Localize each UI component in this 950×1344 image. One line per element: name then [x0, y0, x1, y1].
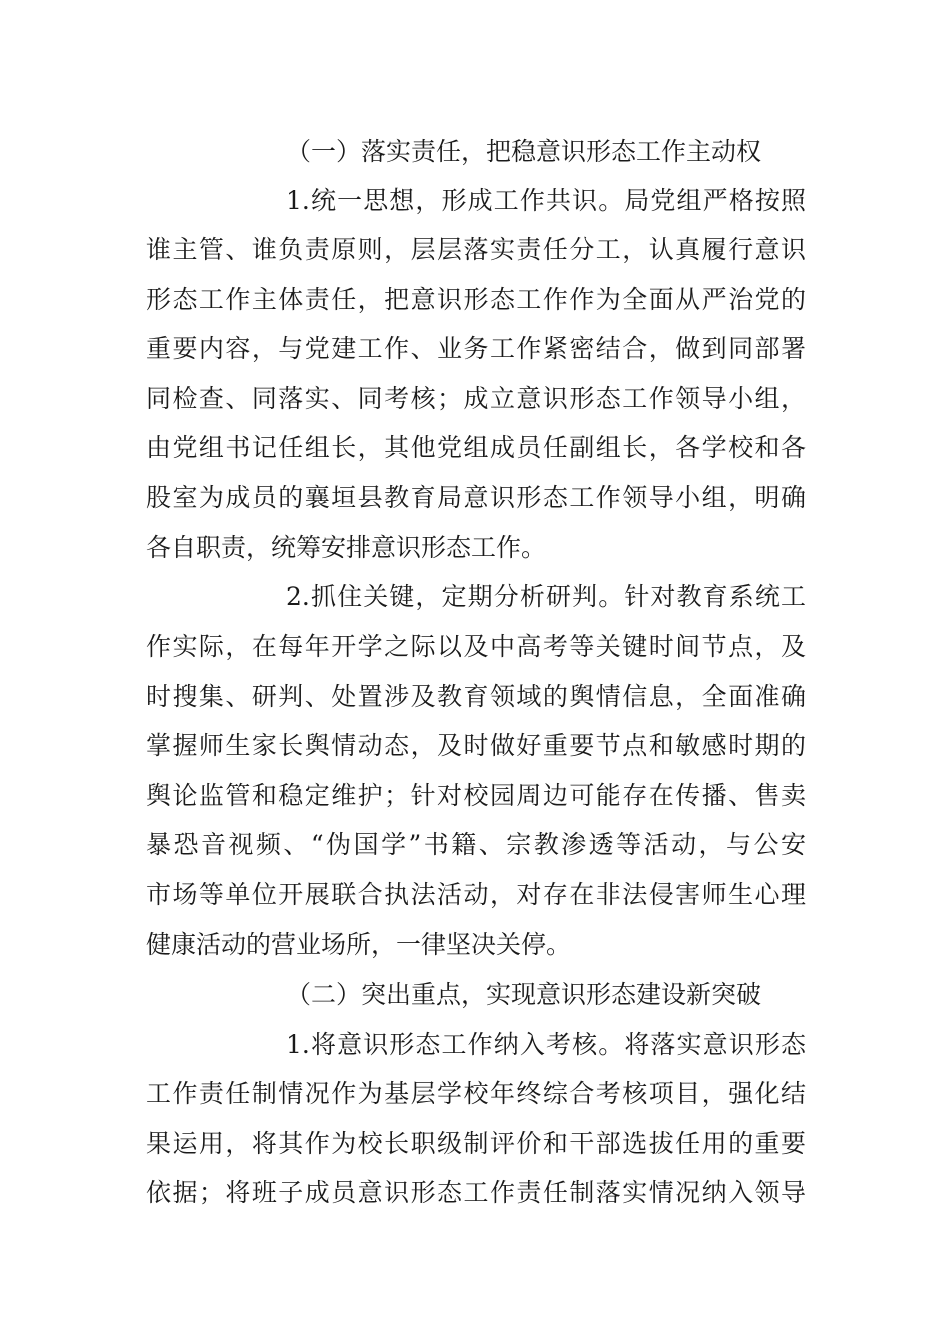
paragraph-line: 谁主管、谁负责原则，层层落实责任分工，认真履行意识	[146, 235, 806, 264]
paragraph-line: 形态工作主体责任，把意识形态工作作为全面从严治党的	[146, 284, 806, 314]
paragraph-1-body	[146, 225, 806, 572]
paragraph-line: 时搜集、研判、处置涉及教育领域的舆情信息，全面准确	[146, 681, 806, 711]
paragraph-line: 依据；将班子成员意识形态工作责任制落实情况纳入领导	[146, 1178, 806, 1208]
paragraph-3-first-line: 1.将意识形态工作纳入考核。将落实意识形态	[286, 1030, 806, 1059]
paragraph-line: 掌握师生家长舆情动态，及时做好重要节点和敏感时期的	[146, 731, 806, 761]
paragraph-line: 由党组书记任组长，其他党组成员任副组长，各学校和各	[146, 433, 806, 463]
section-heading-2: （二）突出重点，实现意识形态建设新突破	[286, 980, 762, 1009]
paragraph-3-body	[146, 1069, 806, 1218]
paragraph-line: 舆论监管和稳定维护；针对校园周边可能存在传播、售卖	[146, 780, 806, 810]
paragraph-line: 工作责任制情况作为基层学校年终综合考核项目，强化结	[146, 1079, 806, 1108]
section-heading-1: （一）落实责任，把稳意识形态工作主动权	[286, 137, 762, 166]
paragraph-line: 各自职责，统筹安排意识形态工作。	[146, 532, 547, 562]
paragraph-line: 重要内容，与党建工作、业务工作紧密结合，做到同部署	[146, 334, 806, 364]
paragraph-line: 股室为成员的襄垣县教育局意识形态工作领导小组，明确	[146, 482, 806, 512]
paragraph-2-first-line: 2.抓住关键，定期分析研判。针对教育系统工	[286, 582, 806, 611]
paragraph-2-body	[146, 622, 806, 969]
paragraph-line: 作实际，在每年开学之际以及中高考等关键时间节点，及	[146, 632, 806, 661]
paragraph-1-first-line: 1.统一思想，形成工作共识。局党组严格按照	[286, 186, 806, 215]
paragraph-line: 果运用，将其作为校长职级制评价和干部选拔任用的重要	[146, 1128, 806, 1158]
paragraph-line: 市场等单位开展联合执法活动，对存在非法侵害师生心理	[146, 879, 806, 909]
paragraph-line: 暴恐音视频、“伪国学”书籍、宗教渗透等活动，与公安	[146, 830, 806, 860]
paragraph-line: 健康活动的营业场所，一律坚决关停。	[146, 929, 572, 959]
paragraph-line: 同检查、同落实、同考核；成立意识形态工作领导小组，	[146, 383, 806, 413]
